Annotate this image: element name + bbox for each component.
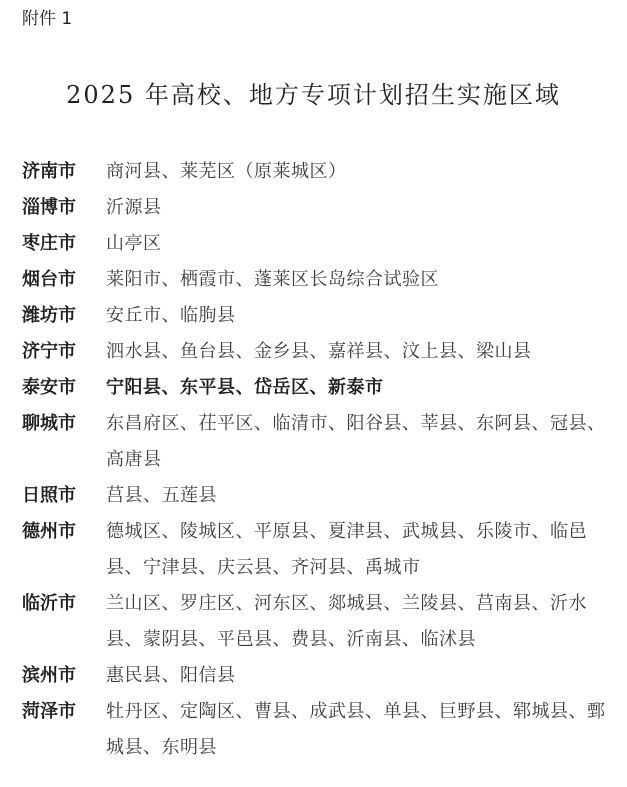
county-list: 莒县、五莲县 — [106, 485, 217, 506]
region-row-yantai — [22, 262, 612, 298]
region-row-heze — [22, 694, 612, 766]
county-list: 沂源县 — [106, 197, 162, 218]
county-list: 宁阳县、东平县、岱岳区、新泰市 — [106, 377, 384, 398]
city-name: 菏泽市 — [22, 701, 76, 722]
region-row-jining — [22, 334, 612, 370]
region-row-taian — [22, 370, 612, 406]
county-list: 惠民县、阳信县 — [106, 665, 236, 686]
document-title: 2025 年高校、地方专项计划招生实施区域 — [66, 81, 561, 109]
region-row-zibo — [22, 190, 612, 226]
county-list: 山亭区 — [106, 233, 162, 254]
county-list: 兰山区、罗庄区、河东区、郯城县、兰陵县、莒南县、沂水县、蒙阴县、平邑县、费县、沂南县、临沭县 — [106, 593, 587, 650]
county-list: 莱阳市、栖霞市、蓬莱区长岛综合试验区 — [106, 269, 439, 290]
county-list: 泗水县、鱼台县、金乡县、嘉祥县、汶上县、梁山县 — [106, 341, 532, 362]
county-list: 安丘市、临朐县 — [106, 305, 236, 326]
city-name: 济南市 — [22, 161, 76, 182]
region-row-rizhao — [22, 478, 612, 514]
city-name: 潍坊市 — [22, 305, 76, 326]
county-list: 商河县、莱芜区（原莱城区） — [106, 161, 347, 182]
city-name: 德州市 — [22, 521, 76, 542]
region-list — [22, 154, 612, 766]
city-name: 枣庄市 — [22, 233, 76, 254]
county-list: 东昌府区、茌平区、临清市、阳谷县、莘县、东阿县、冠县、高唐县 — [106, 413, 606, 470]
county-list: 牡丹区、定陶区、曹县、成武县、单县、巨野县、郓城县、鄄城县、东明县 — [106, 701, 606, 758]
region-row-zaozhuang — [22, 226, 612, 262]
region-row-linyi — [22, 586, 612, 658]
region-row-jinan — [22, 154, 612, 190]
region-row-dezhou — [22, 514, 612, 586]
city-name: 烟台市 — [22, 269, 76, 290]
city-name: 临沂市 — [22, 593, 76, 614]
city-name: 泰安市 — [22, 377, 76, 398]
city-name: 淄博市 — [22, 197, 76, 218]
city-name: 聊城市 — [22, 413, 76, 434]
attachment-label: 附件 1 — [22, 9, 73, 29]
city-name: 日照市 — [22, 485, 76, 506]
region-row-weifang — [22, 298, 612, 334]
county-list: 德城区、陵城区、平原县、夏津县、武城县、乐陵市、临邑县、宁津县、庆云县、齐河县、禹城市 — [106, 521, 587, 578]
region-row-liaocheng — [22, 406, 612, 478]
city-name: 济宁市 — [22, 341, 76, 362]
city-name: 滨州市 — [22, 665, 76, 686]
region-row-binzhou — [22, 658, 612, 694]
